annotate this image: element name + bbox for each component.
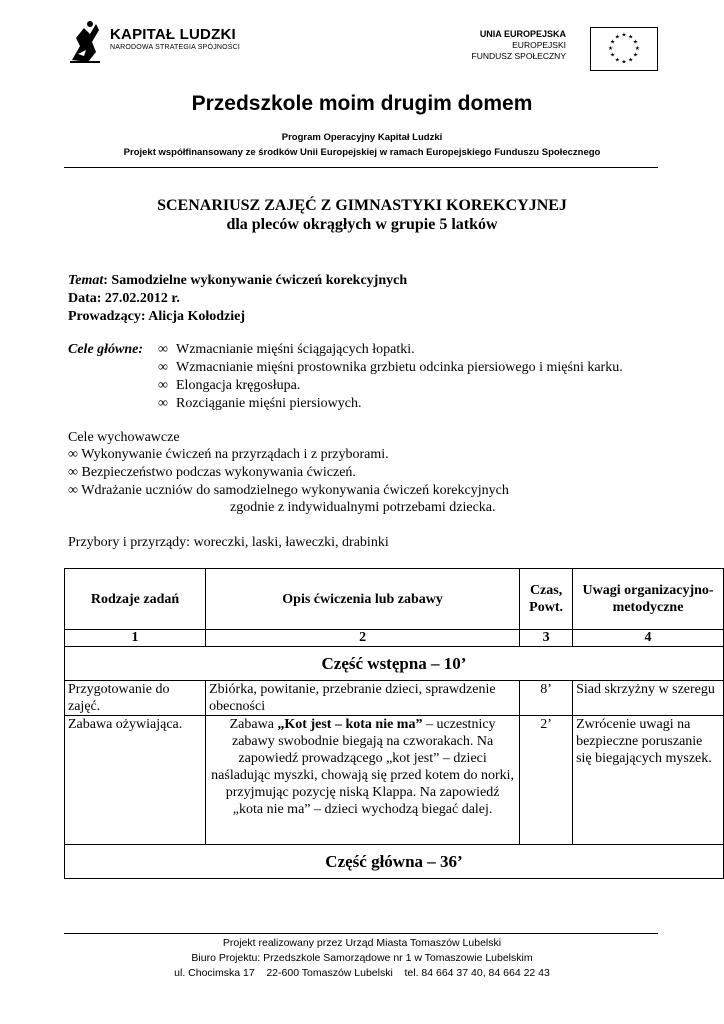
- column-header: Uwagi organizacyjno-metodyczne: [573, 569, 724, 630]
- svg-text:★: ★: [632, 52, 639, 59]
- topic-value: : Samodzielne wykonywanie ćwiczeń korekcyjnych: [103, 273, 408, 288]
- main-goals-label: Cele główne:: [68, 342, 144, 357]
- scenario-subtitle: dla pleców okrągłych w grupie 5 latków: [226, 216, 498, 233]
- column-number: 2: [206, 630, 520, 647]
- table-row: [65, 716, 724, 845]
- eu-line-2: EUROPEJSKI: [512, 40, 566, 50]
- eu-flag-icon: [590, 27, 658, 71]
- lesson-table: [64, 568, 724, 879]
- svg-text:★: ★: [621, 59, 627, 66]
- task-cell: Zabawa ożywiająca.: [65, 716, 206, 845]
- goal-item: ∞ Elongacja kręgosłupa.: [158, 378, 301, 393]
- column-header: Czas, Powt.: [520, 569, 573, 630]
- footer-divider: [64, 933, 658, 934]
- column-number: 3: [520, 630, 573, 647]
- notes-cell: Zwrócenie uwagi na bezpieczne poruszanie się biegających myszek.: [573, 716, 724, 845]
- header-divider: [64, 167, 658, 168]
- section-row: [65, 647, 724, 681]
- column-number-row: [65, 630, 724, 647]
- goal-item: ∞ Wzmacnianie mięśni prostownika grzbietu odcinka piersiowego i mięśni karku.: [158, 360, 623, 375]
- time-cell: 2’: [520, 716, 573, 845]
- topic-label: Temat: [68, 273, 104, 288]
- svg-text:★: ★: [621, 32, 627, 39]
- date-line: Data: 27.02.2012 r.: [68, 291, 180, 306]
- kapital-ludzki-emblem-icon: [66, 16, 104, 66]
- footer-line-2: Biuro Projektu: Przedszkole Samorządowe nr 1 w Tomaszowie Lubelskim: [191, 952, 533, 964]
- column-number: 4: [573, 630, 724, 647]
- scenario-title: SCENARIUSZ ZAJĘĆ Z GIMNASTYKI KOREKCYJNEJ: [157, 197, 567, 214]
- eu-line-1: UNIA EUROPEJSKA: [479, 29, 566, 39]
- description-cell: Zabawa „Kot jest – kota nie ma” – uczestnicy zabawy swobodnie biegają na czworakach. Na zapowiedź prowadzącego „kot jest” – dzieci naśladując myszki, chowają się przed kotem do norki, przyjmując pozycję niską Klappa. Na zapowiedź „kota nie ma” – dzieci wychodzą biegać dalej.: [206, 716, 520, 845]
- footer-line-3: ul. Chocimska 17 22-600 Tomaszów Lubelski tel. 84 664 37 40, 84 664 22 43: [174, 967, 550, 979]
- task-cell: Przygotowanie do zajęć.: [65, 681, 206, 716]
- program-subtitle: Program Operacyjny Kapitał Ludzki: [281, 132, 443, 143]
- footer-line-1: Projekt realizowany przez Urząd Miasta Tomaszów Lubelski: [222, 937, 502, 949]
- equipment-line: Przybory i przyrządy: woreczki, laski, ławeczki, drabinki: [68, 535, 389, 550]
- time-cell: 8’: [520, 681, 573, 716]
- svg-text:★: ★: [614, 57, 620, 64]
- goal-item: ∞ Rozciąganie mięśni piersiowych.: [158, 396, 362, 411]
- column-header: Rodzaje zadań: [65, 569, 206, 630]
- educational-goals-heading: Cele wychowawcze: [68, 430, 180, 445]
- kapital-ludzki-title: KAPITAŁ LUDZKI: [110, 26, 236, 43]
- educational-goal-item: ∞ Wdrażanie uczniów do samodzielnego wykonywania ćwiczeń korekcyjnych: [68, 483, 509, 498]
- table-header-row: [65, 569, 724, 630]
- educational-goal-item: ∞ Wykonywanie ćwiczeń na przyrządach i z przyborami.: [68, 447, 389, 462]
- kapital-ludzki-subtitle: NARODOWA STRATEGIA SPÓJNOŚCI: [110, 44, 241, 51]
- goal-item: ∞ Wzmacnianie mięśni ściągających łopatki.: [158, 342, 415, 357]
- svg-text:★: ★: [609, 39, 616, 46]
- section-heading: Część wstępna – 10’: [65, 647, 724, 681]
- svg-text:★: ★: [608, 45, 614, 52]
- topic-line: [68, 273, 407, 289]
- notes-cell: Siad skrzyżny w szeregu: [573, 681, 724, 716]
- cofinancing-subtitle: Projekt współfinansowany ze środków Unii Europejskiej w ramach Europejskiego Funduszu Społecznego: [123, 147, 601, 158]
- column-header: Opis ćwiczenia lub zabawy: [206, 569, 520, 630]
- svg-text:★: ★: [632, 39, 639, 46]
- column-number: 1: [65, 630, 206, 647]
- section-heading: Część główna – 36’: [65, 845, 724, 879]
- section-row: [65, 845, 724, 879]
- page-title: Przedszkole moim drugim domem: [191, 92, 533, 115]
- table-row: [65, 681, 724, 716]
- kapital-ludzki-logo: [66, 16, 306, 70]
- svg-text:★: ★: [628, 57, 634, 64]
- svg-text:★: ★: [614, 34, 620, 41]
- educational-goal-item: ∞ Bezpieczeństwo podczas wykonywania ćwiczeń.: [68, 465, 356, 480]
- eu-logo: [470, 27, 658, 71]
- svg-text:★: ★: [609, 52, 616, 59]
- eu-line-3: FUNDUSZ SPOŁECZNY: [471, 51, 566, 61]
- educational-goal-continuation: zgodnie z indywidualnymi potrzebami dziecka.: [230, 500, 496, 515]
- description-cell: Zbiórka, powitanie, przebranie dzieci, sprawdzenie obecności: [206, 681, 520, 716]
- svg-text:★: ★: [634, 45, 640, 52]
- teacher-line: Prowadzący: Alicja Kołodziej: [68, 309, 246, 324]
- svg-text:★: ★: [628, 34, 634, 41]
